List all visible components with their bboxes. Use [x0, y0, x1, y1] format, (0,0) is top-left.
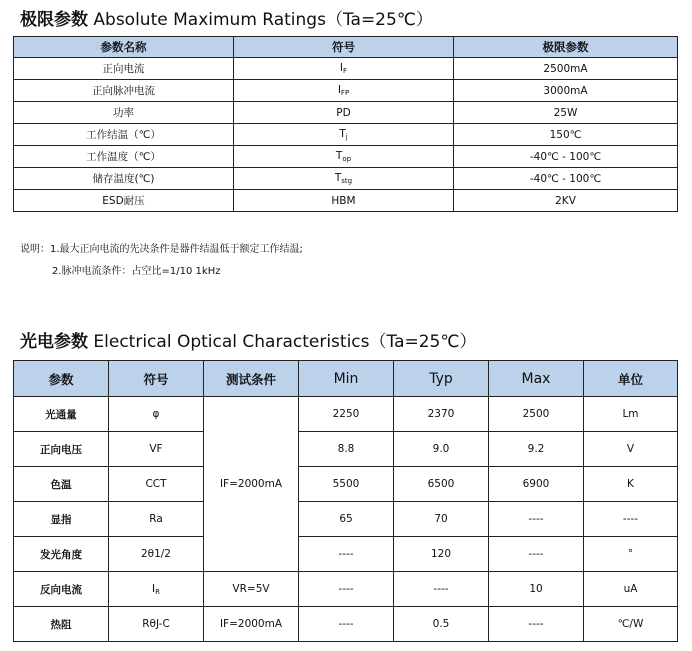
symbol-sub: op	[342, 155, 352, 163]
max-value: 6900	[489, 467, 584, 502]
param-name: ESD耐压	[14, 190, 234, 212]
abs-title-cn: 极限参数	[20, 10, 88, 30]
max-value: ----	[489, 502, 584, 537]
limit-value: 2KV	[454, 190, 678, 212]
symbol-main: T	[339, 128, 346, 140]
param-name: 显指	[14, 502, 109, 537]
symbol-sub: F	[343, 67, 348, 75]
max-value: ----	[489, 607, 584, 642]
symbol	[234, 146, 454, 168]
max-value: 10	[489, 572, 584, 607]
min-value: 2250	[299, 397, 394, 432]
table-row	[14, 607, 678, 642]
symbol	[234, 168, 454, 190]
min-value: 8.8	[299, 432, 394, 467]
symbol	[234, 124, 454, 146]
param-name: 光通量	[14, 397, 109, 432]
table-row	[14, 572, 678, 607]
symbol-sub: stg	[341, 177, 353, 185]
param-name: 发光角度	[14, 537, 109, 572]
typ-value: 2370	[394, 397, 489, 432]
symbol	[234, 190, 454, 212]
symbol: CCT	[109, 467, 204, 502]
symbol-main: T	[335, 150, 343, 162]
abs-title-en: Absolute Maximum Ratings	[93, 10, 326, 30]
max-value: 9.2	[489, 432, 584, 467]
min-value: 5500	[299, 467, 394, 502]
table-row	[14, 168, 678, 190]
symbol	[234, 102, 454, 124]
abs-section-title	[20, 5, 433, 30]
typ-value: 9.0	[394, 432, 489, 467]
param-name: 功率	[14, 102, 234, 124]
header-symbol: 符号	[234, 37, 454, 58]
unit: uA	[584, 572, 678, 607]
symbol: RθJ-C	[109, 607, 204, 642]
symbol-sub: j	[345, 133, 348, 141]
eo-section-title	[20, 327, 476, 352]
param-name: 工作结温（℃）	[14, 124, 234, 146]
note-line-1: 说明：1.最大正向电流的先决条件是器件结温低于额定工作结温;	[20, 244, 303, 255]
unit: °	[584, 537, 678, 572]
param-name: 工作温度（℃）	[14, 146, 234, 168]
symbol: φ	[109, 397, 204, 432]
header-unit: 单位	[584, 361, 678, 397]
min-value: ----	[299, 537, 394, 572]
eo-title-en: Electrical Optical Characteristics	[93, 332, 370, 352]
header-min: Min	[299, 361, 394, 397]
unit: K	[584, 467, 678, 502]
max-value: 2500	[489, 397, 584, 432]
symbol: 2θ1/2	[109, 537, 204, 572]
symbol	[234, 58, 454, 80]
param-name: 储存温度(℃)	[14, 168, 234, 190]
max-value: ----	[489, 537, 584, 572]
typ-value: 6500	[394, 467, 489, 502]
symbol	[109, 572, 204, 607]
symbol-main: HBM	[331, 194, 356, 207]
header-test-condition: 测试条件	[204, 361, 299, 397]
limit-value: -40℃ - 100℃	[454, 168, 678, 190]
header-limit: 极限参数	[454, 37, 678, 58]
symbol: Ra	[109, 502, 204, 537]
min-value: 65	[299, 502, 394, 537]
typ-value: 70	[394, 502, 489, 537]
table-row	[14, 432, 678, 467]
unit: V	[584, 432, 678, 467]
limit-value: 25W	[454, 102, 678, 124]
header-typ: Typ	[394, 361, 489, 397]
eo-title-cn: 光电参数	[20, 332, 88, 352]
header-max: Max	[489, 361, 584, 397]
table-row	[14, 146, 678, 168]
header-symbol: 符号	[109, 361, 204, 397]
symbol-main: T	[334, 172, 342, 184]
limit-value: -40℃ - 100℃	[454, 146, 678, 168]
test-condition: VR=5V	[204, 572, 299, 607]
table-row	[14, 80, 678, 102]
symbol	[234, 80, 454, 102]
param-name: 热阻	[14, 607, 109, 642]
absolute-ratings-table	[13, 36, 678, 212]
unit: ℃/W	[584, 607, 678, 642]
symbol: VF	[109, 432, 204, 467]
limit-value: 2500mA	[454, 58, 678, 80]
unit: ----	[584, 502, 678, 537]
header-param-name: 参数名称	[14, 37, 234, 58]
symbol-main: I	[339, 62, 344, 74]
symbol-main: I	[337, 84, 341, 96]
limit-value: 3000mA	[454, 80, 678, 102]
abs-title-condition: （Ta=25℃）	[325, 10, 433, 30]
note-line-2: 2.脉冲电流条件：占空比=1/10 1kHz	[52, 266, 221, 277]
param-name: 正向电流	[14, 58, 234, 80]
table-row	[14, 502, 678, 537]
symbol-main: I	[152, 582, 156, 595]
table-row	[14, 124, 678, 146]
table-header-row	[14, 361, 678, 397]
test-condition: IF=2000mA	[204, 397, 299, 572]
symbol-main: PD	[336, 106, 351, 119]
min-value: ----	[299, 572, 394, 607]
table-row	[14, 190, 678, 212]
min-value: ----	[299, 607, 394, 642]
test-condition: IF=2000mA	[204, 607, 299, 642]
param-name: 正向脉冲电流	[14, 80, 234, 102]
table-row	[14, 102, 678, 124]
typ-value: 0.5	[394, 607, 489, 642]
typ-value: ----	[394, 572, 489, 607]
table-header-row	[14, 37, 678, 58]
table-row	[14, 467, 678, 502]
table-row	[14, 397, 678, 432]
table-row	[14, 58, 678, 80]
typ-value: 120	[394, 537, 489, 572]
eo-title-condition: （Ta=25℃）	[369, 332, 477, 352]
electrical-optical-table	[13, 360, 678, 642]
unit: Lm	[584, 397, 678, 432]
limit-value: 150℃	[454, 124, 678, 146]
param-name: 色温	[14, 467, 109, 502]
table-row	[14, 537, 678, 572]
header-param: 参数	[14, 361, 109, 397]
symbol-sub: FP	[340, 89, 350, 97]
param-name: 正向电压	[14, 432, 109, 467]
param-name: 反向电流	[14, 572, 109, 607]
symbol-sub: R	[155, 587, 160, 596]
